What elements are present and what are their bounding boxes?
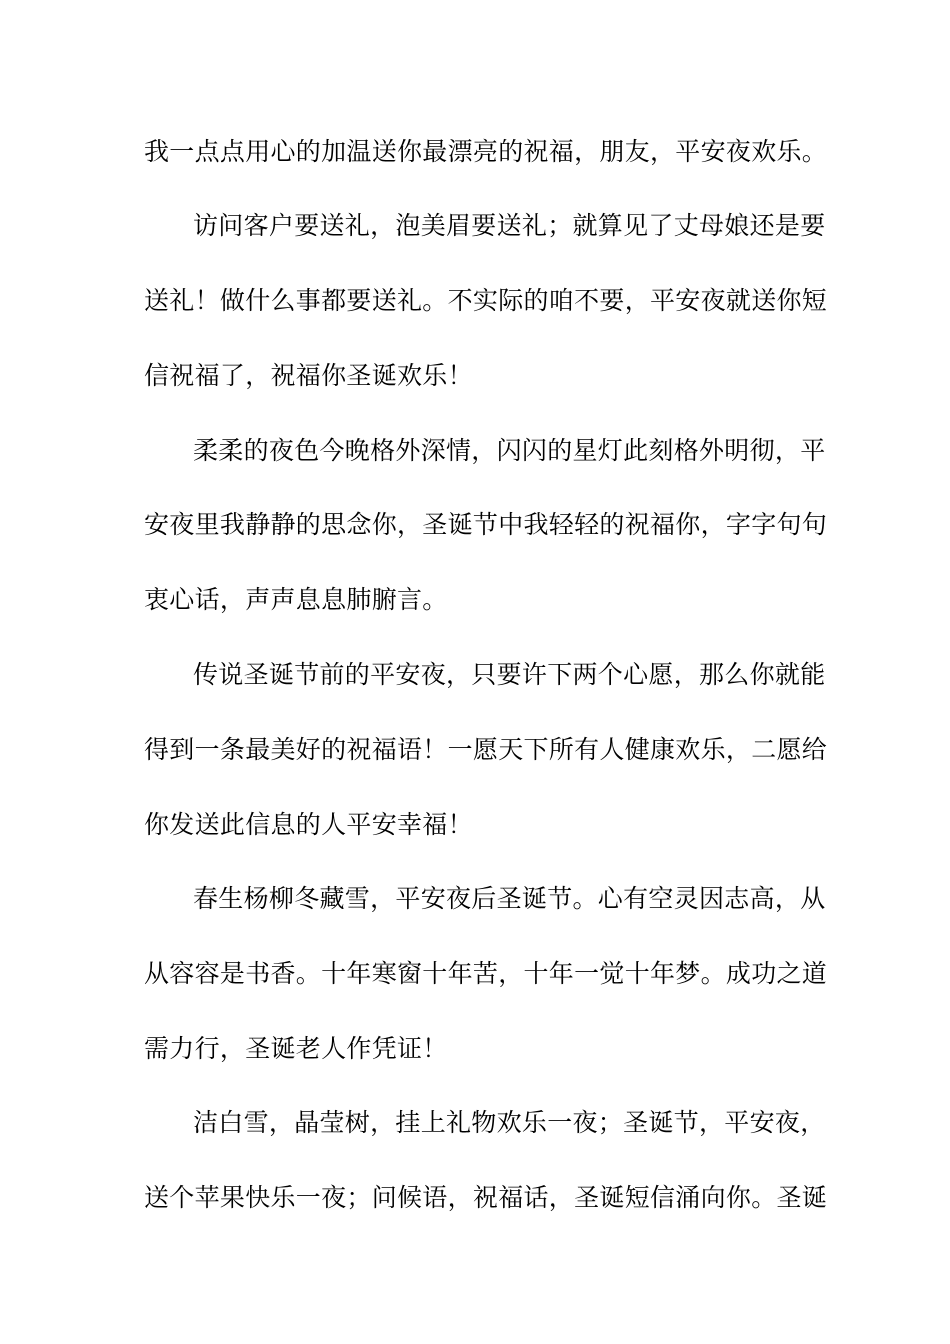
text-line: 我一点点用心的加温送你最漂亮的祝福，朋友，平安夜欢乐。 — [144, 137, 828, 166]
text-line: 衷心话，声声息息肺腑言。 — [144, 585, 448, 614]
paragraph-first-line: 访问客户要送礼，泡美眉要送礼；就算见了丈母娘还是要 — [193, 211, 826, 240]
text-line: 安夜里我静静的思念你，圣诞节中我轻轻的祝福你，字字句句 — [144, 510, 828, 539]
text-line: 得到一条最美好的祝福语！一愿天下所有人健康欢乐，二愿给 — [144, 735, 828, 764]
paragraph-first-line: 传说圣诞节前的平安夜，只要许下两个心愿，那么你就能 — [193, 660, 826, 689]
text-line: 送礼！做什么事都要送礼。不实际的咱不要，平安夜就送你短 — [144, 286, 828, 315]
paragraph-first-line: 柔柔的夜色今晚格外深情，闪闪的星灯此刻格外明彻，平 — [193, 436, 826, 465]
text-line: 你发送此信息的人平安幸福！ — [144, 810, 473, 839]
text-line: 信祝福了，祝福你圣诞欢乐！ — [144, 361, 473, 390]
text-line: 需力行，圣诞老人作凭证！ — [144, 1034, 448, 1063]
paragraph-first-line: 洁白雪，晶莹树，挂上礼物欢乐一夜；圣诞节，平安夜， — [193, 1108, 826, 1137]
paragraph-first-line: 春生杨柳冬藏雪，平安夜后圣诞节。心有空灵因志高，从 — [193, 884, 826, 913]
text-line: 送个苹果快乐一夜；问候语，祝福话，圣诞短信涌向你。圣诞 — [144, 1183, 828, 1212]
text-line: 从容容是书香。十年寒窗十年苦，十年一觉十年梦。成功之道 — [144, 959, 828, 988]
